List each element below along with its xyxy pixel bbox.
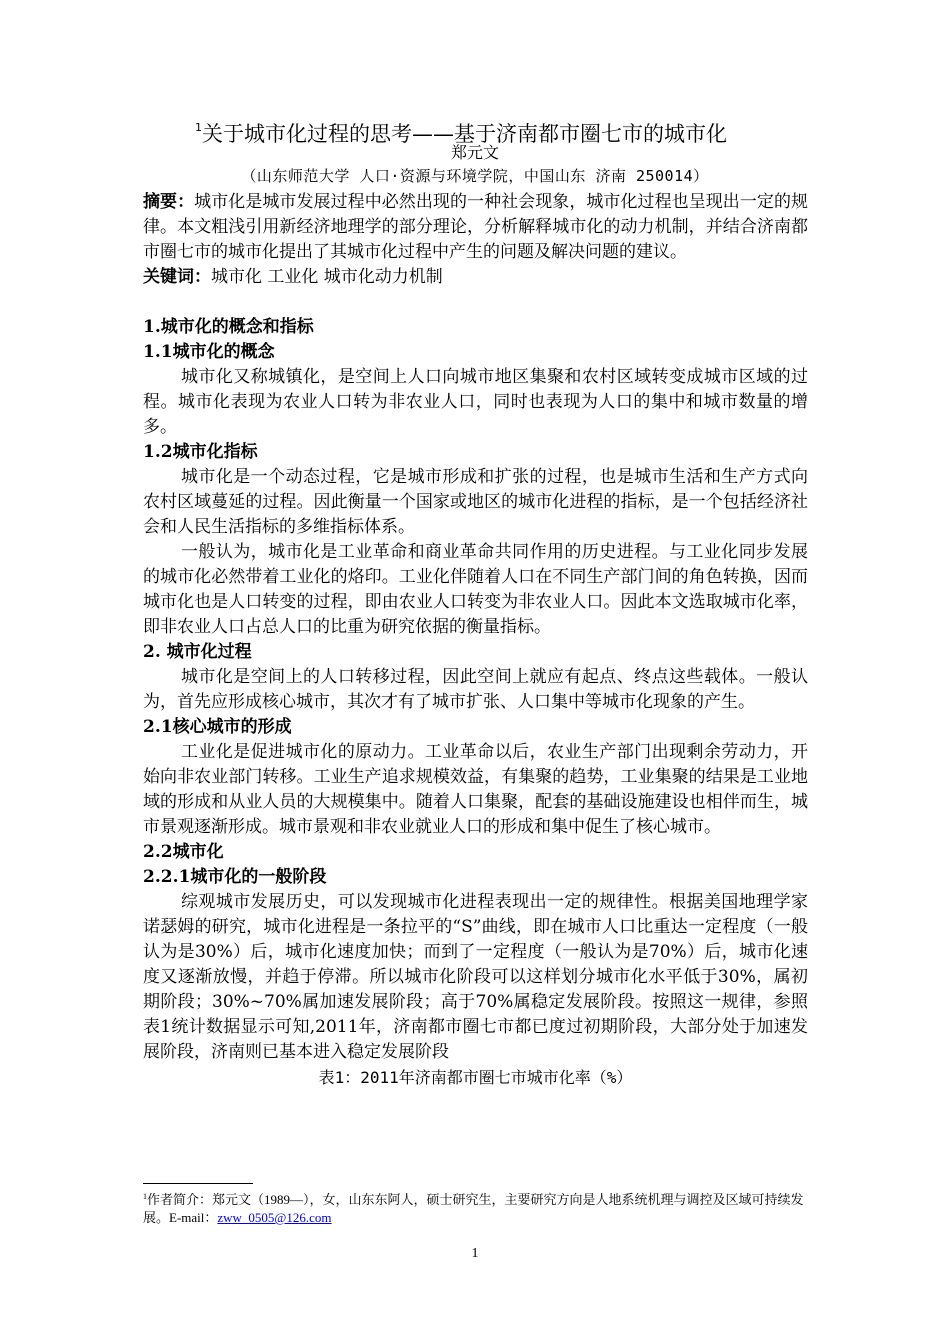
title-text: 关于城市化过程的思考——基于济南都市圈七市的城市化 [202, 122, 727, 146]
title-footnote-mark: 1 [195, 121, 202, 134]
footnote [143, 1188, 813, 1227]
footnote-mark: 1 [143, 1192, 147, 1201]
author-affiliation: （山东师范大学 人口·资源与环境学院，中国山东 济南 250014） [241, 167, 709, 185]
section-1-1-heading: 1.1城市化的概念 [143, 342, 275, 362]
page-number: 1 [471, 1246, 479, 1261]
section-spacer [143, 290, 808, 315]
keywords-text: 城市化 工业化 城市化动力机制 [211, 267, 443, 287]
keywords [143, 265, 808, 290]
section-2-1-paragraph: 工业化是促进城市化的原动力。工业革命以后，农业生产部门出现剩余劳动力，开始向非农业部门转移。工业生产追求规模效益，有集聚的趋势，工业集聚的结果是工业地域的形成和从业人员的大规模集中。随着人口集聚，配套的基础设施建设也相伴而生，城市景观逐渐形成。城市景观和非农业就业人口的形成和集中促生了核心城市。 [143, 742, 808, 837]
section-1-heading: 1.城市化的概念和指标 [143, 317, 314, 337]
footnote-text: 作者简介：郑元文（1989—），女，山东东阿人，硕士研究生，主要研究方向是人地系统机理与调控及区域可持续发展。E-mail： [143, 1192, 804, 1225]
section-1-2-paragraph-1: 城市化是一个动态过程，它是城市形成和扩张的过程，也是城市生活和生产方式向农村区域蔓延的过程。因此衡量一个国家或地区的城市化进程的指标，是一个包括经济社会和人民生活指标的多维指标体系。 [143, 467, 808, 537]
section-2-heading: 2. 城市化过程 [143, 642, 252, 662]
section-2-2-1-heading: 2.2.1城市化的一般阶段 [143, 867, 327, 887]
author-name: 郑元文 [450, 143, 499, 162]
section-2-2-heading: 2.2城市化 [143, 842, 224, 862]
section-1-2-heading: 1.2城市化指标 [143, 442, 258, 462]
keywords-label: 关键词： [143, 267, 211, 287]
body-text [143, 190, 808, 1090]
section-2-2-1-paragraph: 综观城市发展历史，可以发现城市化进程表现出一定的规律性。根据美国地理学家诺瑟姆的研究，城市化进程是一条拉平的“S”曲线，即在城市人口比重达一定程度（一般认为是30%）后，城市化速度加快；而到了一定程度（一般认为是70%）后，城市化速度又逐渐放慢，并趋于停滞。所以城市化阶段可以这样划分城市化水平低于30%，属初期阶段；30%~70%属加速发展阶段；高于70%属稳定发展阶段。按照这一规律，参照表1统计数据显示可知,2011年，济南都市圈七市都已度过初期阶段，大部分处于加速发展阶段，济南则已基本进入稳定发展阶段 [143, 892, 808, 1062]
footnote-divider [143, 1183, 253, 1184]
table-caption: 表1：2011年济南都市圈七市城市化率（%） [318, 1068, 633, 1087]
abstract-text: 城市化是城市发展过程中必然出现的一种社会现象，城市化过程也呈现出一定的规律。本文粗浅引用新经济地理学的部分理论，分析解释城市化的动力机制，并结合济南都市圈七市的城市化提出了其城市化过程中产生的问题及解决问题的建议。 [143, 192, 809, 262]
author-email-link[interactable]: zww_0505@126.com [217, 1210, 332, 1225]
abstract [143, 190, 808, 265]
abstract-label: 摘要： [143, 192, 195, 212]
section-2-paragraph: 城市化是空间上的人口转移过程，因此空间上就应有起点、终点这些载体。一般认为，首先应形成核心城市，其次才有了城市扩张、人口集中等城市化现象的产生。 [143, 667, 808, 712]
section-1-2-paragraph-2: 一般认为，城市化是工业革命和商业革命共同作用的历史进程。与工业化同步发展的城市化必然带着工业化的烙印。工业化伴随着人口在不同生产部门间的角色转换，因而城市化也是人口转变的过程，即由农业人口转变为非农业人口。因此本文选取城市化率，即非农业人口占总人口的比重为研究依据的衡量指标。 [143, 542, 808, 637]
section-1-1-paragraph: 城市化又称城镇化，是空间上人口向城市地区集聚和农村区域转变成城市区域的过程。城市化表现为农业人口转为非农业人口，同时也表现为人口的集中和城市数量的增多。 [143, 367, 808, 437]
section-2-1-heading: 2.1核心城市的形成 [143, 717, 292, 737]
